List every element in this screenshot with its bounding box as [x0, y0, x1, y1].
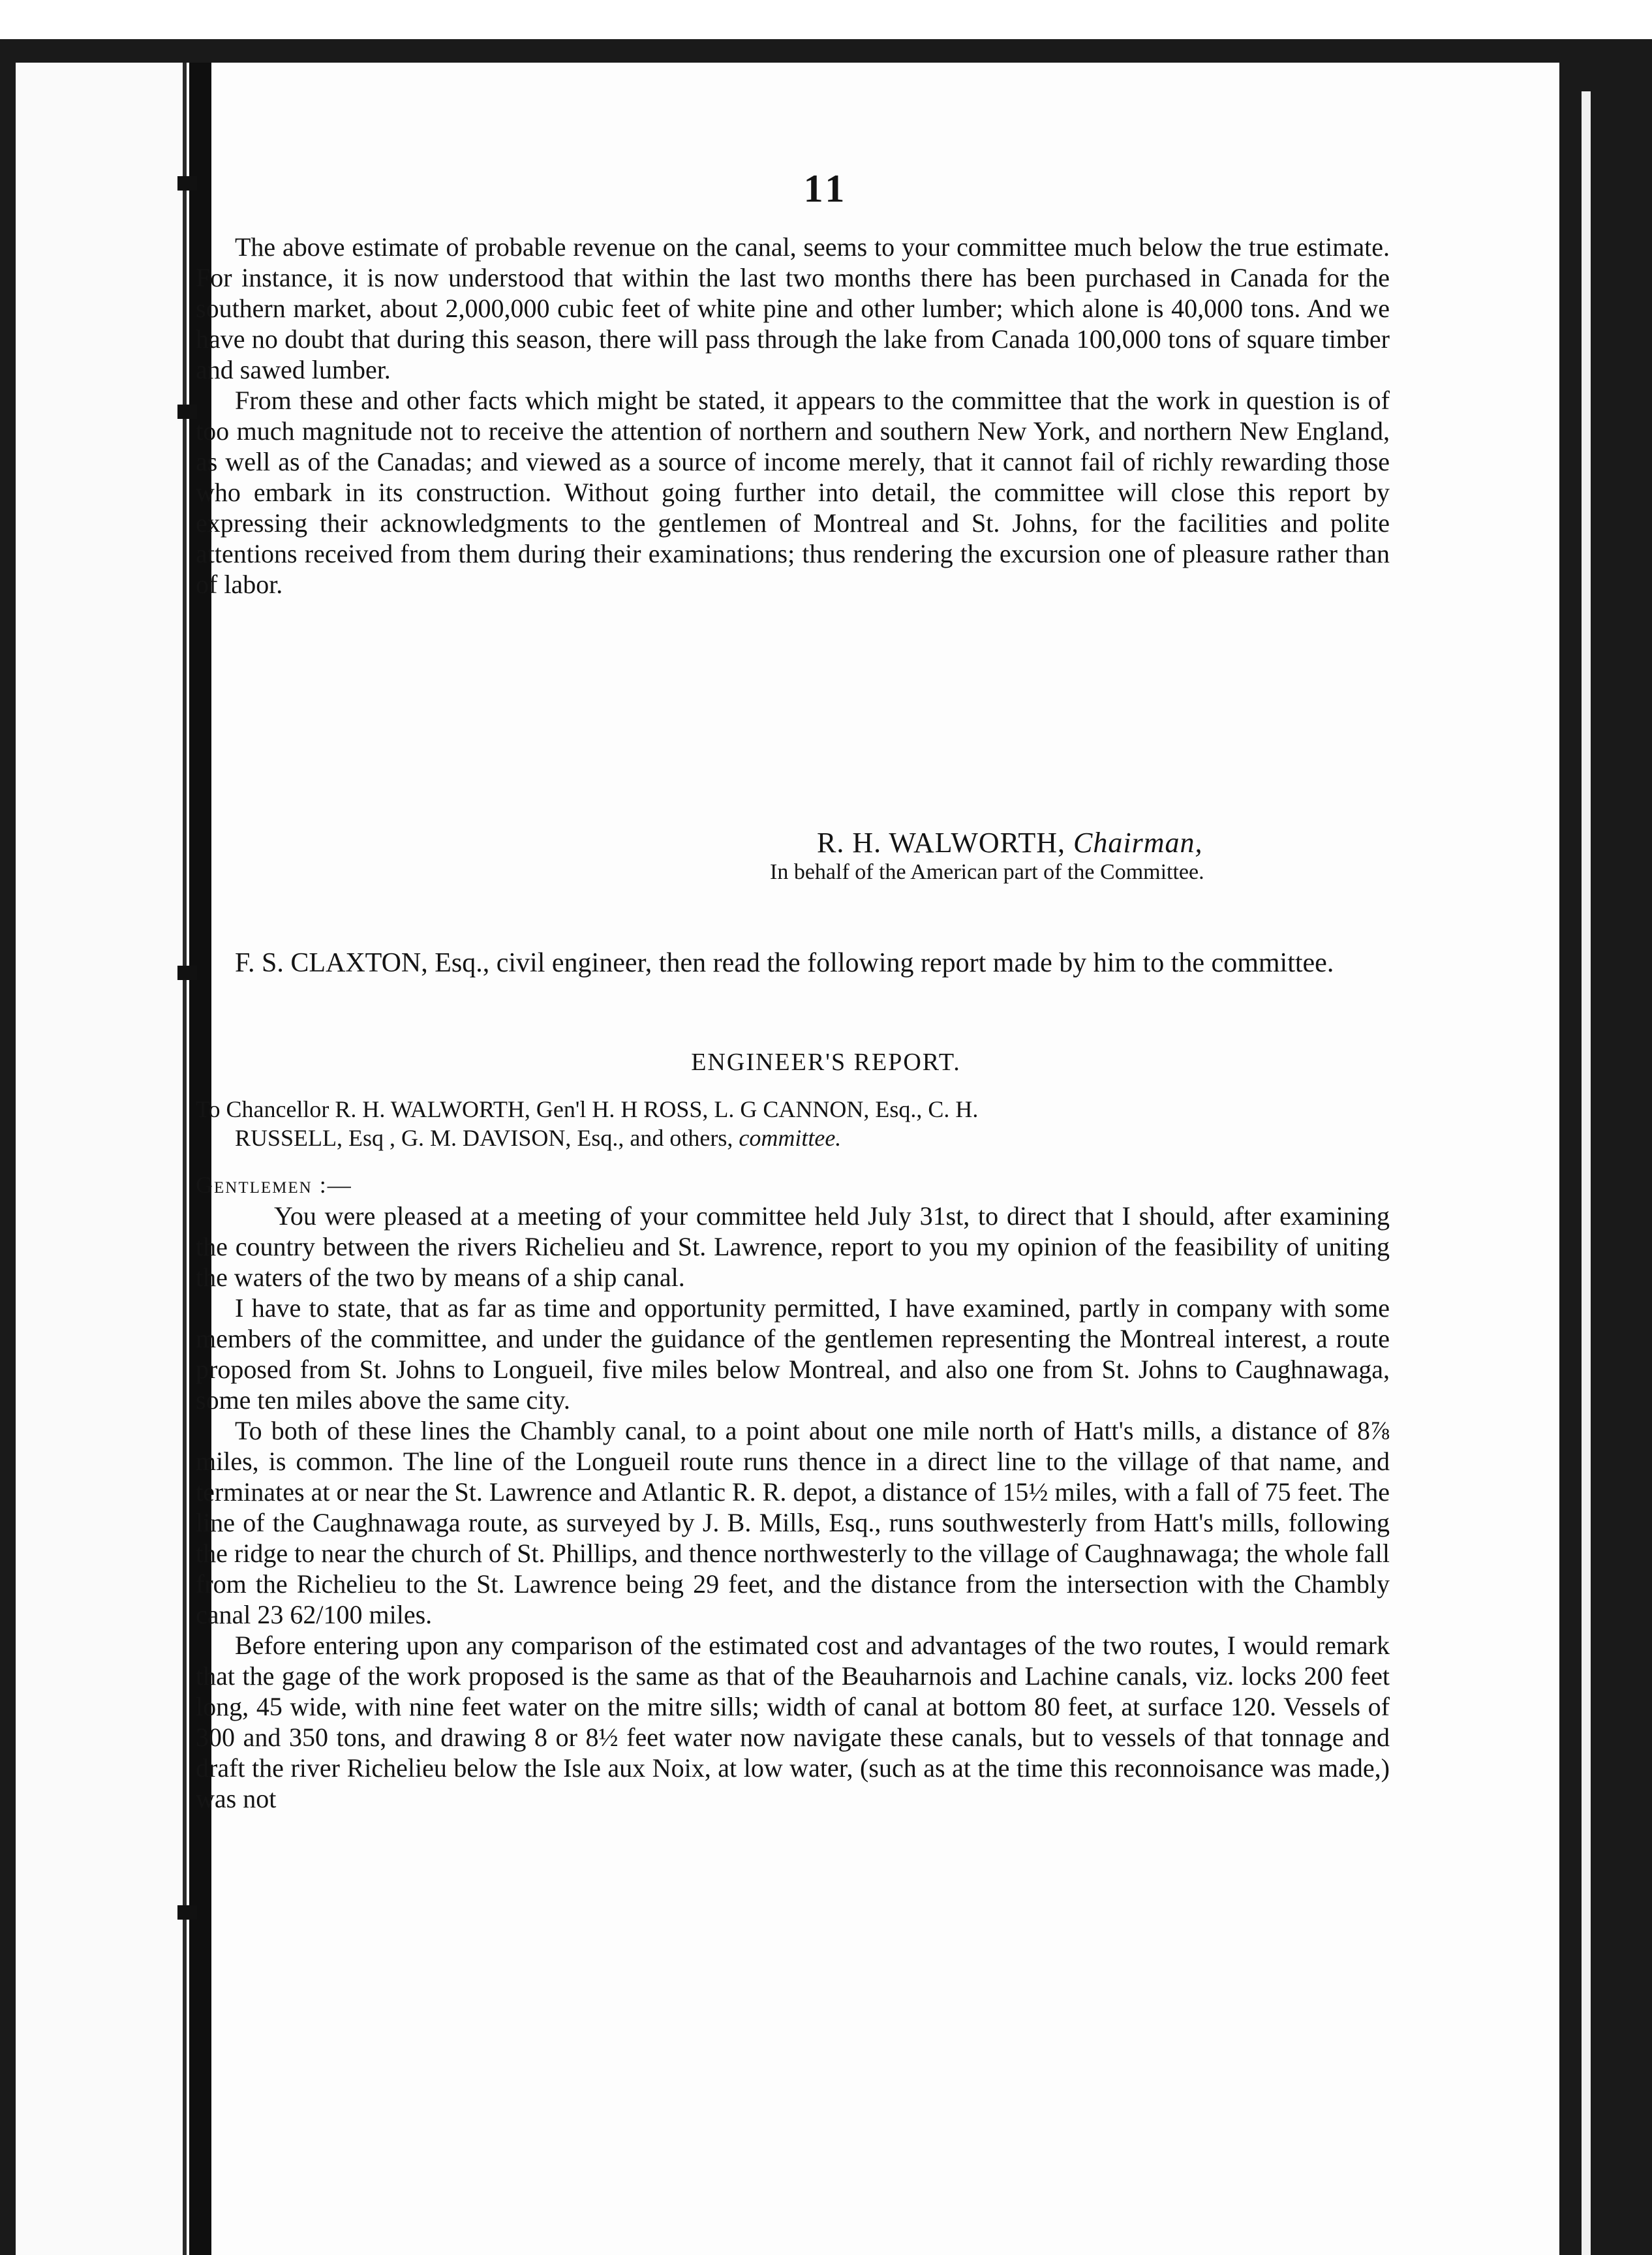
- address-line: To Chancellor R. H. WALWORTH, Gen'l H. H ROSS, L. G CANNON, Esq., C. H.: [196, 1096, 979, 1122]
- scan-top-border: [0, 39, 1652, 63]
- report-body-2: [196, 1201, 1390, 1814]
- address-committee: committee.: [739, 1125, 842, 1151]
- binding-stitch: [177, 405, 197, 419]
- scan-left-border: [0, 63, 16, 2255]
- signature-title: Chairman,: [1073, 827, 1203, 859]
- report-body-1: [196, 232, 1390, 600]
- paragraph: From these and other facts which might be stated, it appears to the committee that the work in question is of too much magnitude not to receive the attention of northern and southern New York, and northern New England, as well as of the Canadas; and viewed as a source of income merely, that it cannot fail of richly rewarding those who embark in its construction. Without going further into detail, the committee will close this report by expressing their acknowledgments to the gentlemen of Montreal and St. Johns, for the facilities and polite attentions received from them during their examinations; thus rendering the excursion one of pleasure rather than of labor.: [196, 386, 1390, 599]
- binding-line: [183, 63, 187, 2255]
- page-edge: [1582, 91, 1591, 2255]
- page-number: 11: [803, 167, 849, 210]
- address-line: [196, 1124, 1390, 1152]
- paragraph: I have to state, that as far as time and opportunity permitted, I have examined, partly in company with some members of the committee, and under the guidance of the gentlemen representing the Montreal interest, a route proposed from St. Johns to Longueil, five miles below Montreal, and also one from St. Johns to Caughnawaga, some ten miles above the same city.: [196, 1293, 1390, 1415]
- binding-stitch: [177, 966, 197, 980]
- facing-page: [0, 63, 189, 2255]
- signature: [817, 826, 1203, 859]
- salutation: Gentlemen :—: [196, 1172, 352, 1198]
- paragraph: To both of these lines the Chambly canal, to a point about one mile north of Hatt's mills, a distance of 8⅞ miles, is common. The line of the Longueil route runs thence in a direct line to the village of that name, and terminates at or near the St. Lawrence and Atlantic R. R. depot, a distance of 15½ miles, with a fall of 75 feet. The line of the Caughnawaga route, as surveyed by J. B. Mills, Esq., runs southwesterly from Hatt's mills, following the ridge to near the church of St. Phillips, and thence northwesterly to the village of Caughnawaga; the whole fall from the Richelieu to the St. Lawrence being 29 feet, and the distance from the intersection with the Chambly canal 23 62/100 miles.: [196, 1416, 1390, 1629]
- signature-name: R. H. WALWORTH,: [817, 827, 1066, 859]
- paragraph: You were pleased at a meeting of your committee held July 31st, to direct that I should, after examining the country between the rivers Richelieu and St. Lawrence, report to you my opinion of the feasibility of uniting the waters of the two by means of a ship canal.: [196, 1201, 1390, 1292]
- address-block: [196, 1095, 1390, 1152]
- scan-right-border: [1559, 63, 1652, 2255]
- binding-stitch: [177, 1905, 197, 1920]
- paragraph: The above estimate of probable revenue on the canal, seems to your committee much below the true estimate. For instance, it is now understood that within the last two months there has been purchased in Canada for the southern market, about 2,000,000 cubic feet of white pine and other lumber; which alone is 40,000 tons. And we have no doubt that during this season, there will pass through the lake from Canada 100,000 tons of square timber and sawed lumber.: [196, 232, 1390, 384]
- intro-paragraph: [196, 945, 1390, 981]
- signature-behalf: In behalf of the American part of the Committee.: [770, 860, 1204, 884]
- paragraph: F. S. CLAXTON, Esq., civil engineer, then read the following report made by him to the committee.: [235, 948, 1334, 978]
- address-names: RUSSELL, Esq , G. M. DAVISON, Esq., and others,: [235, 1125, 733, 1151]
- paragraph: Before entering upon any comparison of the estimated cost and advantages of the two routes, I would remark that the gage of the work proposed is the same as that of the Beauharnois and Lachine canals, viz. locks 200 feet long, 45 wide, with nine feet water on the mitre sills; width of canal at bottom 80 feet, at surface 120. Vessels of 300 and 350 tons, and drawing 8 or 8½ feet water now navigate these canals, but to vessels of that tonnage and draft the river Richelieu below the Isle aux Noix, at low water, (such as at the time this reconnoisance was made,) was not: [196, 1631, 1390, 1813]
- report-heading: ENGINEER'S REPORT.: [691, 1049, 961, 1076]
